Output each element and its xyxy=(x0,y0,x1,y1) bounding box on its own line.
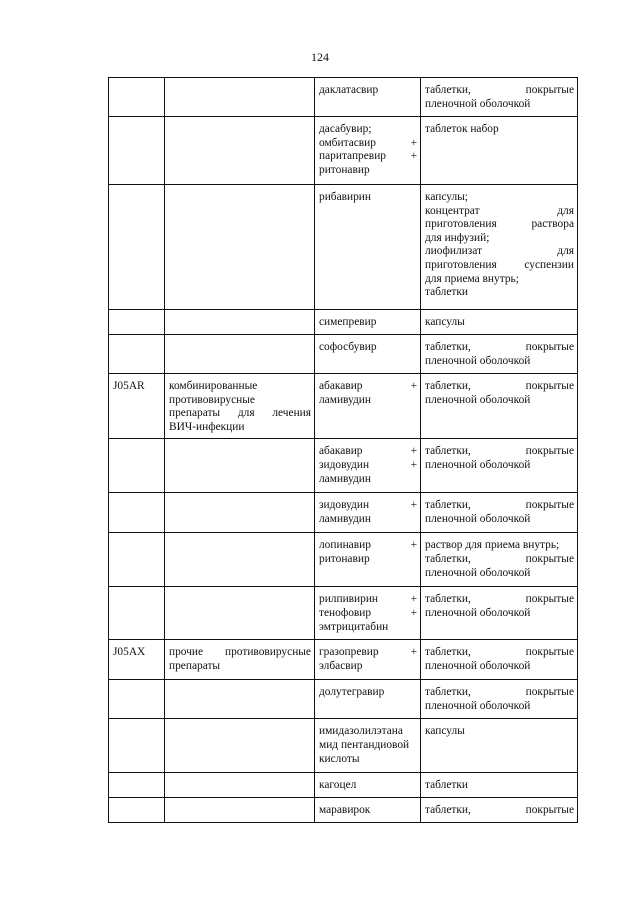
dosage-form-cell-line xyxy=(425,445,574,459)
atc-code-cell xyxy=(109,719,165,773)
group-name-cell-line xyxy=(169,380,311,394)
drug-name-cell xyxy=(315,798,421,823)
drug-name-cell-text: маравирок xyxy=(319,804,371,817)
dosage-form-cell-line xyxy=(425,779,574,793)
combination-plus-sign: + xyxy=(410,380,417,392)
drug-name-cell-text: зидовудин xyxy=(319,458,370,471)
dosage-form-cell-line xyxy=(425,539,574,553)
table-row xyxy=(109,798,578,823)
dosage-form-cell-line xyxy=(425,660,574,674)
dosage-form-cell xyxy=(421,640,578,680)
group-name-cell-text: противовирусные xyxy=(169,393,255,406)
group-name-cell xyxy=(165,640,315,680)
table-row xyxy=(109,640,578,680)
dosage-form-cell-line xyxy=(425,355,574,369)
atc-code-cell xyxy=(109,587,165,640)
group-name-cell-line xyxy=(169,660,311,674)
drug-name-cell-line xyxy=(319,394,417,408)
dosage-form-cell-line xyxy=(425,84,574,98)
drug-name-cell-text: абакавир xyxy=(319,380,363,392)
drug-name-cell-line xyxy=(319,553,417,567)
table-row xyxy=(109,719,578,773)
drug-name-cell-text: ламивудин xyxy=(319,512,371,525)
group-name-cell xyxy=(165,185,315,310)
drug-name-cell xyxy=(315,533,421,587)
drug-name-cell-line xyxy=(319,191,417,205)
dosage-form-cell-text: таблетки, покрытые xyxy=(425,552,574,565)
dosage-form-cell-line xyxy=(425,553,574,567)
drug-name-cell-text: ламивудин xyxy=(319,472,371,485)
drug-name-cell-line xyxy=(319,739,417,753)
drug-name-cell xyxy=(315,773,421,798)
drug-name-cell-text: тенофовир xyxy=(319,606,372,619)
drug-name-cell-line xyxy=(319,459,417,473)
drug-name-cell-line xyxy=(319,660,417,674)
dosage-form-cell-line xyxy=(425,394,574,408)
drug-name-cell-text: зидовудин xyxy=(319,499,370,512)
drug-name-cell-text: симепревир xyxy=(319,316,377,328)
dosage-form-cell-line xyxy=(425,245,574,259)
drug-name-cell-text: даклатасвир xyxy=(319,84,379,96)
combination-plus-sign: + xyxy=(410,646,417,659)
group-name-cell xyxy=(165,374,315,439)
dosage-form-cell-text: таблетки, покрытые xyxy=(425,593,574,606)
group-name-cell xyxy=(165,719,315,773)
dosage-form-cell-text: для инфузий; xyxy=(425,231,490,244)
dosage-form-cell xyxy=(421,78,578,117)
drug-name-cell xyxy=(315,374,421,439)
dosage-form-cell xyxy=(421,310,578,335)
combination-plus-sign: + xyxy=(410,445,417,458)
atc-code-cell xyxy=(109,680,165,719)
table-row xyxy=(109,374,578,439)
drug-name-cell-line xyxy=(319,150,417,164)
dosage-form-cell xyxy=(421,773,578,798)
dosage-form-cell-text: пленочной оболочкой xyxy=(425,512,531,525)
group-name-cell-line xyxy=(169,394,311,408)
drug-name-cell-text: ламивудин xyxy=(319,393,371,406)
group-name-cell xyxy=(165,493,315,533)
dosage-form-cell-text: таблетки, покрытые xyxy=(425,445,574,458)
table-row xyxy=(109,78,578,117)
atc-code-cell xyxy=(109,493,165,533)
dosage-form-cell-line xyxy=(425,123,574,137)
drug-name-cell-line xyxy=(319,646,417,660)
combination-plus-sign: + xyxy=(410,593,417,606)
drug-name-cell xyxy=(315,719,421,773)
combination-plus-sign: + xyxy=(410,458,417,471)
group-name-cell-text: ВИЧ-инфекции xyxy=(169,420,245,433)
group-name-cell xyxy=(165,680,315,719)
group-name-cell-text: комбинированные xyxy=(169,380,258,392)
group-name-cell xyxy=(165,439,315,493)
dosage-form-cell-text: для приема внутрь; xyxy=(425,272,519,285)
group-name-cell xyxy=(165,117,315,185)
atc-code-cell xyxy=(109,773,165,798)
table-row xyxy=(109,493,578,533)
atc-code-cell xyxy=(109,798,165,823)
atc-code-cell xyxy=(109,185,165,310)
dosage-form-cell xyxy=(421,185,578,310)
drug-name-cell xyxy=(315,185,421,310)
dosage-form-cell-text: таблетки, покрытые xyxy=(425,84,574,96)
drug-name-cell-line xyxy=(319,593,417,607)
drug-name-cell-text: кислоты xyxy=(319,752,360,765)
group-name-cell-text: препараты xyxy=(169,659,221,672)
dosage-form-cell-line xyxy=(425,700,574,714)
dosage-form-cell-line xyxy=(425,341,574,355)
dosage-form-cell xyxy=(421,719,578,773)
drug-name-cell xyxy=(315,310,421,335)
table-row xyxy=(109,680,578,719)
dosage-form-cell xyxy=(421,374,578,439)
dosage-form-cell-text: пленочной оболочкой xyxy=(425,393,531,406)
dosage-form-cell-text: приготовления суспензии xyxy=(425,258,574,271)
dosage-form-cell-line xyxy=(425,567,574,581)
dosage-form-cell-text: таблетки, покрытые xyxy=(425,804,574,817)
dosage-form-cell-text: пленочной оболочкой xyxy=(425,699,531,712)
drug-name-cell xyxy=(315,78,421,117)
drug-name-cell-text: кагоцел xyxy=(319,779,357,792)
dosage-form-cell-text: пленочной оболочкой xyxy=(425,97,531,110)
page-number: 124 xyxy=(311,50,329,64)
dosage-form-cell-line xyxy=(425,607,574,621)
group-name-cell-line xyxy=(169,421,311,435)
atc-code-cell xyxy=(109,533,165,587)
combination-plus-sign: + xyxy=(410,150,417,163)
dosage-form-cell-text: концентрат для xyxy=(425,204,574,217)
atc-code-cell xyxy=(109,439,165,493)
dosage-form-cell-text: капсулы; xyxy=(425,191,468,203)
drug-name-cell-line xyxy=(319,84,417,98)
group-name-cell-line xyxy=(169,646,311,660)
table-row xyxy=(109,587,578,640)
drug-name-cell-text: гразопревир xyxy=(319,646,379,659)
dosage-form-cell xyxy=(421,798,578,823)
drug-name-cell-line xyxy=(319,137,417,151)
table-row xyxy=(109,117,578,185)
drug-name-cell-line xyxy=(319,380,417,394)
drug-name-cell-text: омбитасвир xyxy=(319,136,376,149)
drug-name-cell-line xyxy=(319,499,417,513)
dosage-form-cell-line xyxy=(425,273,574,287)
dosage-form-cell-text: таблеток набор xyxy=(425,123,499,135)
atc-code-cell xyxy=(109,335,165,374)
dosage-form-cell xyxy=(421,680,578,719)
combination-plus-sign: + xyxy=(410,539,417,552)
table-row xyxy=(109,439,578,493)
drug-name-cell-text: паритапревир xyxy=(319,150,386,163)
dosage-form-cell xyxy=(421,493,578,533)
combination-plus-sign: + xyxy=(410,499,417,512)
atc-code-cell xyxy=(109,78,165,117)
dosage-form-cell-text: таблетки, покрытые xyxy=(425,499,574,512)
dosage-form-cell-text: таблетки xyxy=(425,779,469,792)
drug-name-cell-text: мид пентандиовой xyxy=(319,738,410,751)
drug-name-cell-line xyxy=(319,753,417,767)
dosage-form-cell-line xyxy=(425,380,574,394)
drug-name-cell xyxy=(315,587,421,640)
drug-name-cell-line xyxy=(319,779,417,793)
drug-name-cell-text: ритонавир xyxy=(319,552,370,565)
dosage-form-cell-text: таблетки, покрытые xyxy=(425,341,574,353)
dosage-form-cell xyxy=(421,587,578,640)
dosage-form-cell-text: капсулы xyxy=(425,316,465,328)
dosage-form-cell xyxy=(421,335,578,374)
dosage-form-cell-line xyxy=(425,459,574,473)
dosage-form-cell-line xyxy=(425,593,574,607)
dosage-form-cell-line xyxy=(425,686,574,700)
group-name-cell-text: препараты для лечения xyxy=(169,407,311,420)
dosage-form-cell-line xyxy=(425,804,574,818)
drug-name-cell-text: долутегравир xyxy=(319,686,385,699)
drug-name-cell-text: лопинавир xyxy=(319,539,371,552)
group-name-cell xyxy=(165,78,315,117)
dosage-form-cell-line xyxy=(425,725,574,739)
table-row xyxy=(109,310,578,335)
table-row xyxy=(109,335,578,374)
group-name-cell-line xyxy=(169,407,311,421)
drug-name-cell-line xyxy=(319,621,417,635)
group-name-cell xyxy=(165,335,315,374)
atc-code-cell: J05AR xyxy=(109,374,165,439)
group-name-cell xyxy=(165,798,315,823)
dosage-form-cell xyxy=(421,117,578,185)
dosage-form-cell xyxy=(421,439,578,493)
dosage-form-cell-text: пленочной оболочкой xyxy=(425,606,531,619)
group-name-cell xyxy=(165,310,315,335)
dosage-form-cell-line xyxy=(425,232,574,246)
drug-name-cell-line xyxy=(319,725,417,739)
drug-name-cell-text: элбасвир xyxy=(319,659,363,672)
drug-name-cell xyxy=(315,680,421,719)
drug-name-cell-text: дасабувир; xyxy=(319,123,372,135)
dosage-form-cell-text: таблетки, покрытые xyxy=(425,380,574,392)
dosage-form-cell xyxy=(421,533,578,587)
atc-code-cell xyxy=(109,117,165,185)
dosage-form-cell-text: раствор для приема внутрь; xyxy=(425,539,560,552)
table-row xyxy=(109,185,578,310)
drug-name-cell-line xyxy=(319,164,417,178)
drug-name-cell xyxy=(315,439,421,493)
drug-name-cell-text: имидазолилэтана xyxy=(319,725,403,738)
drug-name-cell-line xyxy=(319,123,417,137)
combination-plus-sign: + xyxy=(410,606,417,619)
dosage-form-cell-text: пленочной оболочкой xyxy=(425,566,531,579)
group-name-cell xyxy=(165,533,315,587)
drug-name-cell-line xyxy=(319,316,417,330)
drug-name-cell-line xyxy=(319,539,417,553)
dosage-form-cell-text: лиофилизат для xyxy=(425,245,574,258)
atc-code-cell: J05AX xyxy=(109,640,165,680)
drug-name-cell xyxy=(315,335,421,374)
dosage-form-cell-line xyxy=(425,499,574,513)
drug-name-cell-line xyxy=(319,341,417,355)
dosage-form-cell-text: пленочной оболочкой xyxy=(425,354,531,367)
group-name-cell xyxy=(165,587,315,640)
drug-name-cell-line xyxy=(319,513,417,527)
dosage-form-cell-text: пленочной оболочкой xyxy=(425,458,531,471)
table-row xyxy=(109,773,578,798)
dosage-form-cell-line xyxy=(425,259,574,273)
group-name-cell xyxy=(165,773,315,798)
group-name-cell-text: прочие противовирусные xyxy=(169,646,311,659)
dosage-form-cell-text: капсулы xyxy=(425,725,465,738)
dosage-form-cell-text: таблетки, покрытые xyxy=(425,686,574,699)
dosage-form-cell-line xyxy=(425,205,574,219)
drug-name-cell xyxy=(315,117,421,185)
drug-name-cell xyxy=(315,493,421,533)
drug-name-cell-text: эмтрицитабин xyxy=(319,620,389,633)
combination-plus-sign: + xyxy=(410,136,417,149)
dosage-form-cell-text: пленочной оболочкой xyxy=(425,659,531,672)
dosage-form-cell-line xyxy=(425,286,574,300)
dosage-form-cell-line xyxy=(425,218,574,232)
drug-name-cell-text: абакавир xyxy=(319,445,363,458)
table-row xyxy=(109,533,578,587)
dosage-form-cell-line xyxy=(425,646,574,660)
dosage-form-cell-text: таблетки xyxy=(425,286,469,299)
drug-name-cell-text: рилпивирин xyxy=(319,593,379,606)
drug-name-cell-line xyxy=(319,473,417,487)
dosage-form-cell-line xyxy=(425,316,574,330)
dosage-form-cell-line xyxy=(425,191,574,205)
table-body xyxy=(109,78,578,823)
drug-classification-table xyxy=(108,77,578,823)
dosage-form-cell-text: таблетки, покрытые xyxy=(425,646,574,659)
atc-code-cell xyxy=(109,310,165,335)
dosage-form-cell-text: приготовления раствора xyxy=(425,218,574,231)
dosage-form-cell-line xyxy=(425,98,574,112)
drug-name-cell-text: ритонавир xyxy=(319,163,370,176)
drug-name-cell-text: рибавирин xyxy=(319,191,372,203)
drug-name-cell-text: софосбувир xyxy=(319,341,377,353)
drug-name-cell xyxy=(315,640,421,680)
drug-name-cell-line xyxy=(319,445,417,459)
dosage-form-cell-line xyxy=(425,513,574,527)
drug-name-cell-line xyxy=(319,804,417,818)
drug-name-cell-line xyxy=(319,607,417,621)
drug-name-cell-line xyxy=(319,686,417,700)
